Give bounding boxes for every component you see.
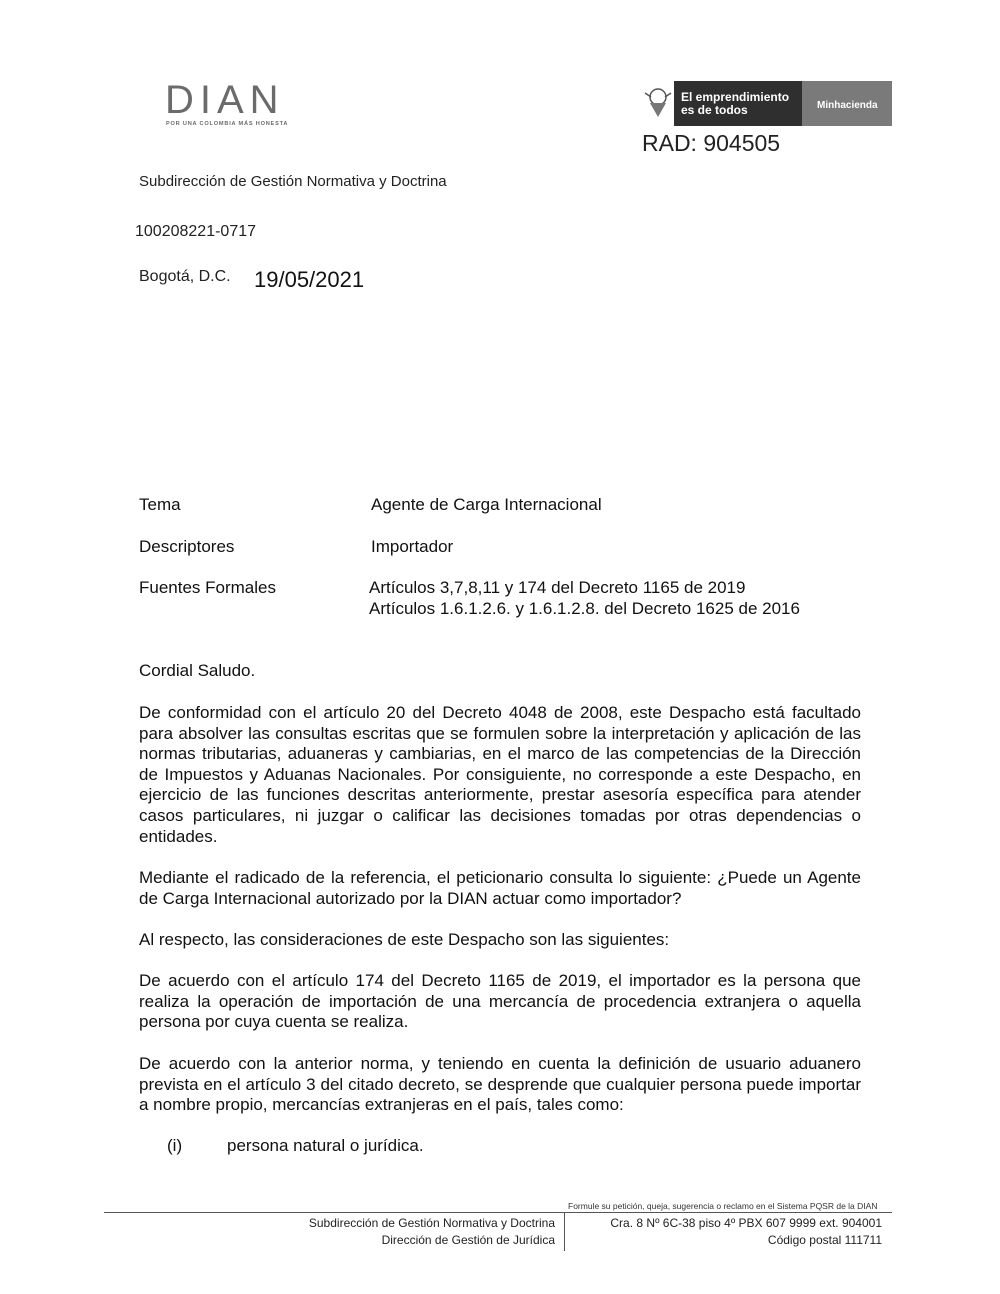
footer-direction: Dirección de Gestión de Jurídica: [381, 1233, 555, 1247]
office-name: Subdirección de Gestión Normativa y Doctrina: [139, 173, 447, 190]
paragraph-4: De acuerdo con el artículo 174 del Decreto 1165 de 2019, el importador es la persona que realiza la operación de importación de una mercancía de procedencia extranjera o aquella persona por cuya cuenta se realiza.: [139, 971, 861, 1032]
dian-logo: [165, 80, 325, 130]
footer-address: Cra. 8 Nº 6C-38 piso 4º PBX 607 9999 ext. 904001: [610, 1216, 882, 1230]
descriptores-value: Importador: [371, 537, 454, 556]
minhacienda-slogan-line1: El emprendimiento: [681, 90, 790, 104]
list-item-number: (i): [167, 1136, 183, 1155]
greeting: Cordial Saludo.: [139, 661, 256, 680]
descriptores-label: Descriptores: [139, 537, 235, 556]
paragraph-3: Al respecto, las consideraciones de este Despacho son las siguientes:: [139, 930, 670, 949]
paragraph-5: De acuerdo con la anterior norma, y teniendo en cuenta la definición de usuario aduanero prevista en el artículo 3 del citado decreto, se desprende que cualquier persona puede importar a nombre propio, mercancías extranjeras en el país, tales como:: [139, 1054, 861, 1115]
fuentes-value-2: Artículos 1.6.1.2.6. y 1.6.1.2.8. del Decreto 1625 de 2016: [369, 599, 800, 618]
tema-label: Tema: [139, 495, 181, 514]
paragraph-2: Mediante el radicado de la referencia, el peticionario consulta lo siguiente: ¿Puede un Agente de Carga Internacional autorizado por la DIAN actuar como importador?: [139, 868, 861, 908]
footer-postal-code: Código postal 111711: [767, 1233, 882, 1247]
rad-number: RAD: 904505: [642, 130, 781, 156]
dian-wordmark: DIAN: [165, 80, 285, 122]
footer-vertical-divider: [564, 1213, 565, 1251]
minhacienda-slogan-line2: es de todos: [681, 103, 748, 117]
list-item-text: persona natural o jurídica.: [227, 1136, 424, 1155]
footer-pqsr-note: Formule su petición, queja, sugerencia o reclamo en el Sistema PQSR de la DIAN: [568, 1201, 878, 1211]
tema-value: Agente de Carga Internacional: [371, 495, 602, 514]
footer-divider-line: [104, 1212, 892, 1213]
paragraph-1: De conformidad con el artículo 20 del Decreto 4048 de 2008, este Despacho está facultado para absolver las consultas escritas que se formulen sobre la interpretación y aplicación de las normas tributarias, aduaneras y cambiarias, en el marco de las competencias de la Dirección de Impuestos y Aduanas Nacionales. Por consiguiente, no corresponde a este Despacho, en ejercicio de las funciones descritas anteriormente, prestar asesoría específica para atender casos particulares, ni juzgar o calificar las decisiones tomadas por otras dependencias o entidades.: [139, 703, 861, 846]
minhacienda-logo: [639, 81, 892, 126]
fuentes-label: Fuentes Formales: [139, 578, 276, 597]
footer-office: Subdirección de Gestión Normativa y Doctrina: [308, 1216, 555, 1230]
city: Bogotá, D.C.: [139, 268, 231, 285]
fuentes-value-1: Artículos 3,7,8,11 y 174 del Decreto 1165 de 2019: [369, 578, 746, 597]
minhacienda-brand: Minhacienda: [817, 100, 878, 111]
letter-date: 19/05/2021: [254, 267, 365, 292]
dian-tagline: POR UNA COLOMBIA MÁS HONESTA: [166, 121, 289, 127]
reference-number: 100208221-0717: [135, 223, 257, 240]
